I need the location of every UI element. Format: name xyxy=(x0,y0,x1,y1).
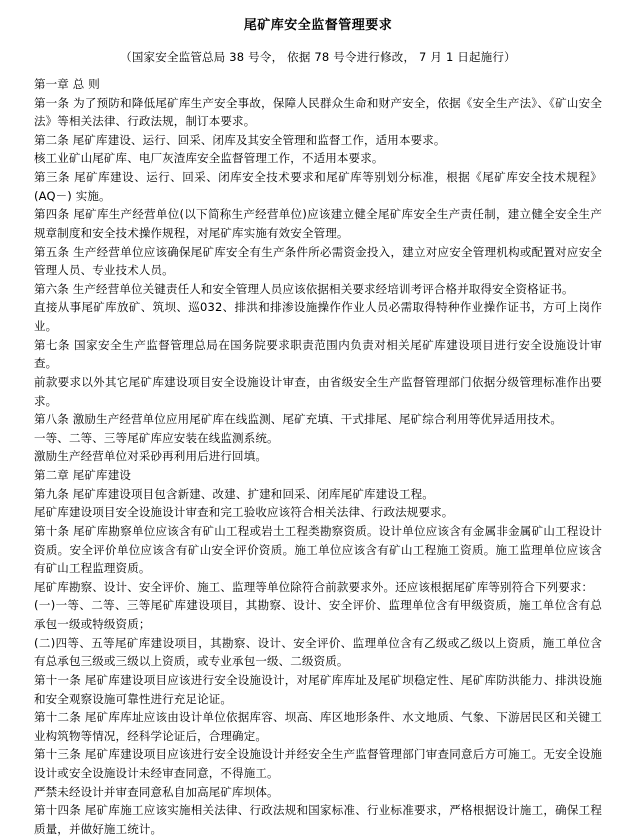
paragraph: 尾矿库勘察、设计、安全评价、施工、监理等单位除符合前款要求外。还应该根据尾矿库等别符合下列要求： xyxy=(34,579,594,594)
paragraph: 严禁未经设计并审查同意私自加高尾矿库坝体。 xyxy=(34,784,279,799)
paragraph: 第九条 尾矿库建设项目包含新建、改建、扩建和回采、闭库尾矿库建设工程。 xyxy=(34,486,434,501)
paragraph: 第十一条 尾矿库建设项目应该进行安全设施设计，对尾矿库库址及尾矿坝稳定性、尾矿库防洪能力、排洪设施和安全观察设施可靠性进行充足论证。 xyxy=(34,672,602,706)
paragraph: 第八条 激励生产经营单位应用尾矿库在线监测、尾矿充填、干式排尾、尾矿综合利用等优异适用技术。 xyxy=(34,412,563,427)
paragraph: (二)四等、五等尾矿库建设项目，其勘察、设计、安全评价、监理单位含有乙级或乙级以上资质，施工单位含有总承包三级或三级以上资质，或专业承包一级、二级资质。 xyxy=(34,635,602,669)
paragraph: 第七条 国家安全生产监督管理总局在国务院要求职责范围内负责对相关尾矿库建设项目进行安全设施设计审查。 xyxy=(34,337,602,371)
paragraph: 第三条 尾矿库建设、运行、回采、闭库安全技术要求和尾矿库等别划分标准，根据《尾矿库安全技术规程》(AQ－) 实施。 xyxy=(34,170,602,203)
paragraph: 第十条 尾矿库勘察单位应该含有矿山工程或岩土工程类勘察资质。设计单位应该含有金属非金属矿山工程设计资质。安全评价单位应该含有矿山安全评价资质。施工单位应该含有矿山工程施工资质。施工监理单位应该含有矿山工程监理资质。 xyxy=(34,523,602,576)
paragraph: 激励生产经营单位对采砂再利用后进行回填。 xyxy=(34,449,267,464)
paragraph: 直接从事尾矿库放矿、筑坝、巡032、排洪和排渗设施操作作业人员必需取得特种作业操作证书，方可上岗作业。 xyxy=(34,300,602,334)
paragraph: 第十四条 尾矿库施工应该实施相关法律、行政法规和国家标准、行业标准要求，严格根据设计施工，确保工程质量，并做好施工统计。 xyxy=(34,803,602,836)
paragraph: 前款要求以外其它尾矿库建设项目安全设施设计审查，由省级安全生产监督管理部门依据分级管理标准作出要求。 xyxy=(34,374,602,408)
paragraph: 第四条 尾矿库生产经营单位(以下简称生产经营单位)应该建立健全尾矿库安全生产责任制，建立健全安全生产规章制度和安全技术操作规程，对尾矿库实施有效安全管理。 xyxy=(34,207,602,240)
page-title: 尾矿库安全监督管理要求 xyxy=(243,18,393,33)
paragraph: 一等、二等、三等尾矿库应安装在线监测系统。 xyxy=(34,430,279,445)
paragraph: 第一条 为了预防和降低尾矿库生产安全事故，保障人民群众生命和财产安全，依据《安全生产法》、《矿山安全法》等相关法律、行政法规，制订本要求。 xyxy=(34,95,602,129)
document-subtitle: （国家安全监管总局 38 号令， 依据 78 号令进行修改， 7 月 1 日起施行） xyxy=(120,49,516,64)
paragraph: 第十二条 尾矿库库址应该由设计单位依据库容、坝高、库区地形条件、水文地质、气象、下游居民区和关键工业构筑物等情况，经科学论证后，合理确定。 xyxy=(34,710,602,743)
paragraph: 第一章 总 则 xyxy=(34,76,100,91)
paragraph: 第十三条 尾矿库建设项目应该进行安全设施设计并经安全生产监督管理部门审查同意后方可施工。无安全设施设计或安全设施设计未经审查同意，不得施工。 xyxy=(34,747,602,781)
paragraph: 第二条 尾矿库建设、运行、回采、闭库及其安全管理和监督工作，适用本要求。 xyxy=(34,132,446,147)
paragraph: 尾矿库建设项目安全设施设计审查和完工验收应该符合相关法律、行政法规要求。 xyxy=(34,505,454,520)
paragraph: 第六条 生产经营单位关键责任人和安全管理人员应该依据相关要求经培训考评合格并取得安全资格证书。 xyxy=(34,281,574,296)
paragraph: 第五条 生产经营单位应该确保尾矿库安全有生产条件所必需资金投入，建立对应安全管理机构或配置对应安全管理人员、专业技术人员。 xyxy=(34,244,602,278)
paragraph: 核工业矿山尾矿库、电厂灰渣库安全监督管理工作，不适用本要求。 xyxy=(34,151,384,166)
paragraph: 第二章 尾矿库建设 xyxy=(34,468,132,483)
paragraph: (一)一等、二等、三等尾矿库建设项目，其勘察、设计、安全评价、监理单位含有甲级资质，施工单位含有总承包一级或特级资质； xyxy=(34,598,602,632)
document-body xyxy=(34,75,602,839)
